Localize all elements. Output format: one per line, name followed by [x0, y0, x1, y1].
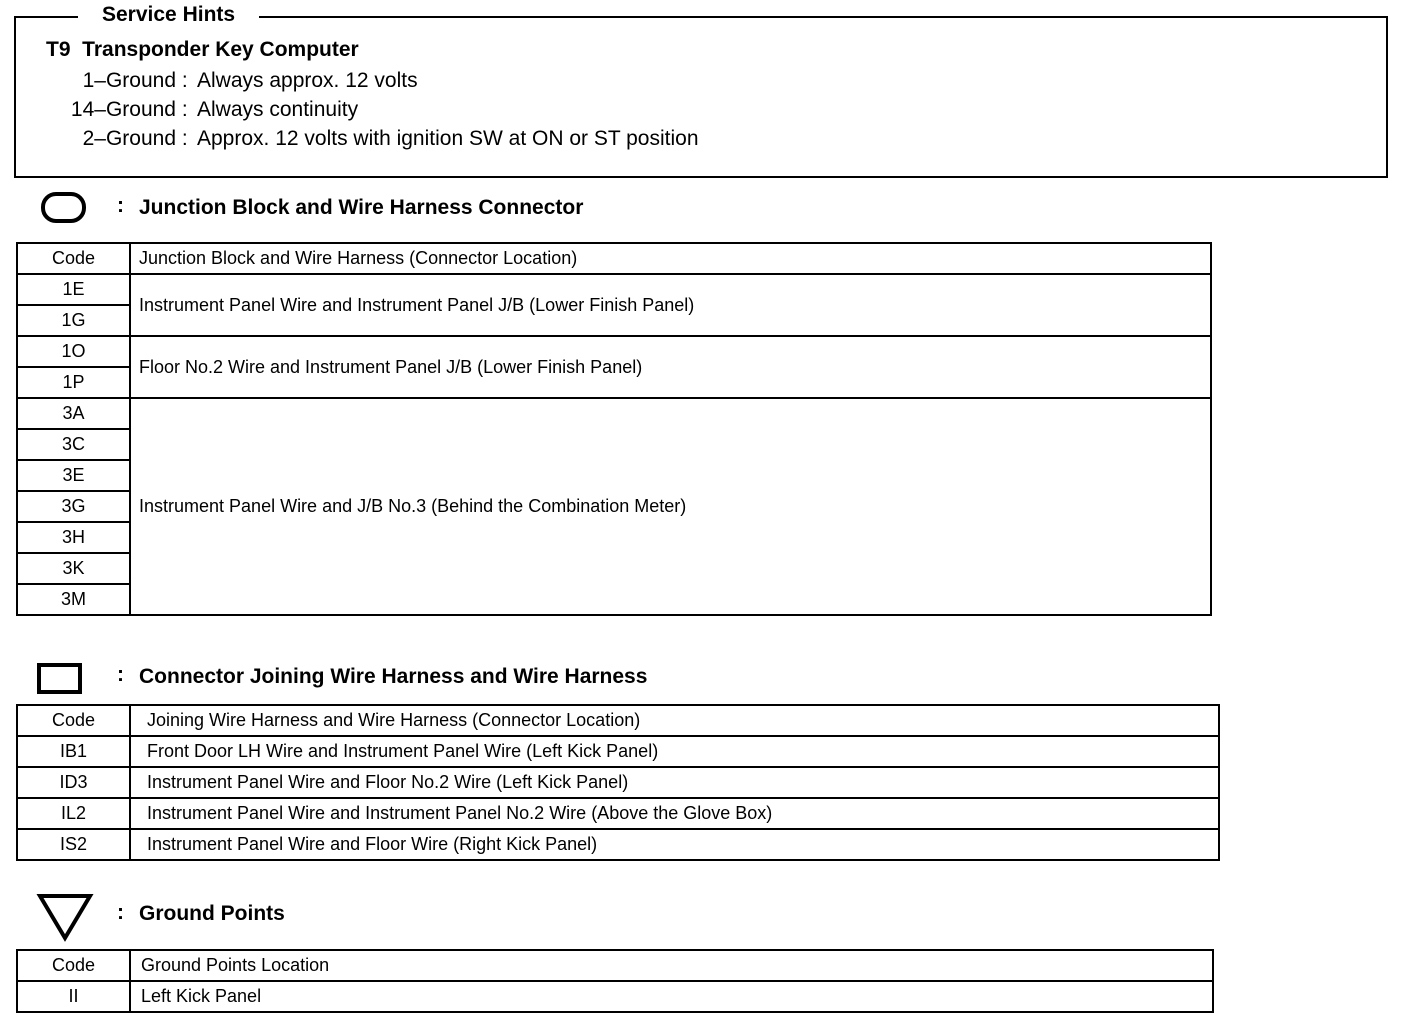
hint-line [0, 68, 900, 94]
section-colon: : [117, 663, 124, 686]
junction-block-heading: Junction Block and Wire Harness Connector [139, 196, 584, 219]
hint-separator: : [176, 127, 194, 150]
connector-code: 3E [17, 460, 130, 491]
connector-location: Instrument Panel Wire and J/B No.3 (Behind the Combination Meter) [130, 398, 1211, 615]
table-row [17, 736, 1219, 767]
connector-code: 1E [17, 274, 130, 305]
table-row [17, 336, 1211, 367]
code-header: Code [17, 705, 130, 736]
connector-location: Instrument Panel Wire and Floor Wire (Right Kick Panel) [130, 829, 1219, 860]
section-colon: : [117, 901, 124, 924]
connector-joining-table [16, 704, 1220, 861]
connector-code: 3C [17, 429, 130, 460]
connector-code: 3H [17, 522, 130, 553]
connector-code: 3A [17, 398, 130, 429]
junction-block-table [16, 242, 1212, 616]
connector-code: IL2 [17, 798, 130, 829]
table-header-row [17, 950, 1213, 981]
rounded-rectangle-icon [40, 191, 88, 225]
rectangle-icon [37, 663, 83, 695]
hint-separator: : [176, 69, 194, 92]
connector-joining-heading: Connector Joining Wire Harness and Wire Harness [139, 665, 648, 688]
code-header: Code [17, 950, 130, 981]
hint-text: Always continuity [197, 98, 359, 121]
connector-location: Floor No.2 Wire and Instrument Panel J/B (Lower Finish Panel) [130, 336, 1211, 398]
hint-pin: 2–Ground [82, 127, 176, 150]
code-header: Code [17, 243, 130, 274]
table-row [17, 274, 1211, 305]
connector-code: 1G [17, 305, 130, 336]
triangle-down-icon [36, 892, 94, 942]
connector-code: 3G [17, 491, 130, 522]
hint-line [0, 126, 900, 152]
connector-location: Instrument Panel Wire and Instrument Panel No.2 Wire (Above the Glove Box) [130, 798, 1219, 829]
location-header: Junction Block and Wire Harness (Connector Location) [130, 243, 1211, 274]
connector-code: IB1 [17, 736, 130, 767]
connector-code: 3K [17, 553, 130, 584]
ground-code: II [17, 981, 130, 1012]
hint-pin: 1–Ground [82, 69, 176, 92]
connector-code: IS2 [17, 829, 130, 860]
table-row [17, 767, 1219, 798]
connector-code: 3M [17, 584, 130, 615]
connector-code: ID3 [17, 767, 130, 798]
connector-code: 1O [17, 336, 130, 367]
hint-pin: 14–Ground [70, 98, 176, 121]
connector-location: Instrument Panel Wire and Instrument Panel J/B (Lower Finish Panel) [130, 274, 1211, 336]
ground-points-table [16, 949, 1214, 1013]
table-row [17, 829, 1219, 860]
hint-line [0, 97, 900, 123]
hint-separator: : [176, 98, 194, 121]
hint-text: Approx. 12 volts with ignition SW at ON or ST position [197, 127, 699, 150]
location-header: Joining Wire Harness and Wire Harness (Connector Location) [130, 705, 1219, 736]
table-header-row [17, 705, 1219, 736]
section-colon: : [117, 194, 124, 217]
ground-location: Left Kick Panel [130, 981, 1213, 1012]
component-title: T9 Transponder Key Computer [46, 38, 359, 61]
hint-text: Always approx. 12 volts [197, 69, 418, 92]
service-hints-title: Service Hints [78, 2, 259, 28]
table-header-row [17, 243, 1211, 274]
table-row [17, 398, 1211, 429]
location-header: Ground Points Location [130, 950, 1213, 981]
connector-location: Front Door LH Wire and Instrument Panel Wire (Left Kick Panel) [130, 736, 1219, 767]
table-row [17, 798, 1219, 829]
connector-location: Instrument Panel Wire and Floor No.2 Wire (Left Kick Panel) [130, 767, 1219, 798]
table-row [17, 981, 1213, 1012]
ground-points-heading: Ground Points [139, 902, 285, 925]
connector-code: 1P [17, 367, 130, 398]
